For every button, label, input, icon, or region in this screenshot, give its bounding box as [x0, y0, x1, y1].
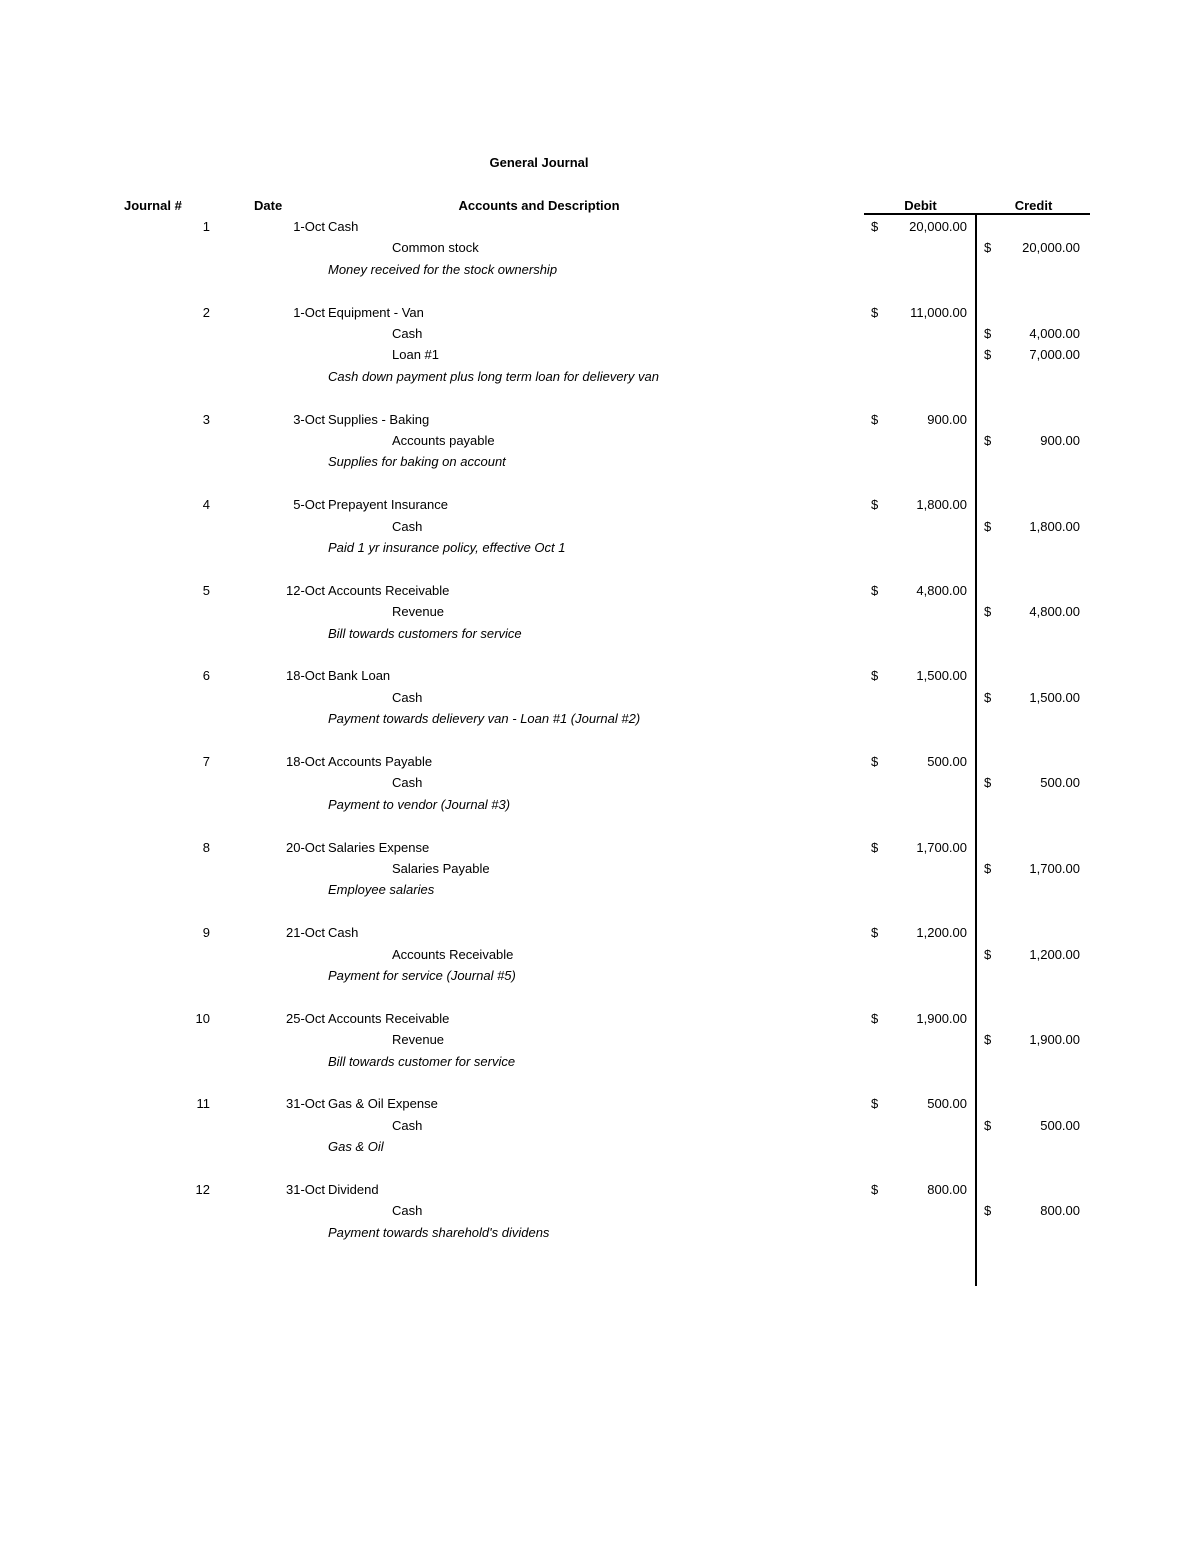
- credit-line: [0, 601, 1200, 622]
- credit-amount: 4,000.00: [1029, 325, 1080, 341]
- debit-line: [0, 216, 1200, 237]
- entry-description: Supplies for baking on account: [328, 454, 506, 470]
- debit-currency-symbol: $: [871, 411, 879, 427]
- entry-description: Bill towards customers for service: [328, 625, 522, 641]
- entry-description: Gas & Oil: [328, 1139, 384, 1155]
- debit-currency-symbol: $: [871, 753, 879, 769]
- debit-account: Cash: [328, 925, 359, 941]
- credit-account: Cash: [392, 1117, 423, 1133]
- credit-amount: 1,700.00: [1029, 860, 1080, 876]
- debit-amount: 800.00: [927, 1181, 967, 1197]
- credit-line: [0, 323, 1200, 344]
- debit-account: Cash: [328, 219, 359, 234]
- debit-amount: 11,000.00: [910, 304, 967, 320]
- credit-amount: 1,500.00: [1029, 689, 1080, 705]
- debit-currency-symbol: $: [871, 304, 879, 320]
- journal-number: 3: [202, 411, 210, 427]
- entry-date: 1-Oct: [293, 219, 325, 234]
- entry-description: Payment to vendor (Journal #3): [328, 796, 511, 812]
- credit-line: [0, 1115, 1200, 1136]
- debit-currency-symbol: $: [871, 1096, 879, 1112]
- debit-amount: 1,700.00: [916, 839, 967, 855]
- debit-line: [0, 409, 1200, 430]
- journal-entry: [0, 1008, 1200, 1094]
- entry-date: 31-Oct: [285, 1181, 325, 1197]
- journal-entry: [0, 1179, 1200, 1265]
- entry-date: 18-Oct: [285, 668, 325, 684]
- debit-line: [0, 1008, 1200, 1029]
- description-line: [0, 537, 1200, 558]
- debit-account: Accounts Receivable: [328, 582, 450, 598]
- credit-account: Cash: [392, 325, 423, 341]
- credit-currency-symbol: $: [984, 689, 992, 705]
- debit-line: [0, 494, 1200, 515]
- credit-amount: 900.00: [1040, 432, 1080, 448]
- journal-entry: [0, 665, 1200, 751]
- journal-number: 1: [202, 219, 210, 234]
- entry-date: 5-Oct: [293, 497, 325, 513]
- credit-amount: 500.00: [1040, 1117, 1080, 1133]
- debit-currency-symbol: $: [871, 1181, 879, 1197]
- journal-number: 7: [202, 753, 210, 769]
- column-header-journal: Journal #: [124, 198, 182, 213]
- credit-account: Cash: [392, 775, 423, 791]
- entry-description: Payment for service (Journal #5): [328, 967, 516, 983]
- credit-line: [0, 1200, 1200, 1221]
- journal-number: 9: [202, 925, 210, 941]
- debit-line: [0, 580, 1200, 601]
- credit-line: [0, 430, 1200, 451]
- debit-amount: 500.00: [927, 753, 967, 769]
- debit-line: [0, 1093, 1200, 1114]
- credit-account: Salaries Payable: [392, 860, 490, 876]
- entry-description: Bill towards customer for service: [328, 1053, 516, 1069]
- credit-account: Common stock: [392, 240, 479, 256]
- entry-date: 25-Oct: [285, 1010, 325, 1026]
- credit-currency-symbol: $: [984, 325, 992, 341]
- credit-currency-symbol: $: [984, 518, 992, 534]
- credit-currency-symbol: $: [984, 1032, 992, 1048]
- journal-entry: [0, 580, 1200, 666]
- description-line: [0, 366, 1200, 387]
- credit-amount: 1,800.00: [1029, 518, 1080, 534]
- debit-amount: 4,800.00: [916, 582, 967, 598]
- debit-amount: 1,900.00: [916, 1010, 967, 1026]
- journal-entry: [0, 751, 1200, 837]
- credit-currency-symbol: $: [984, 1203, 992, 1219]
- credit-account: Cash: [392, 689, 423, 705]
- debit-currency-symbol: $: [871, 497, 879, 513]
- debit-line: [0, 922, 1200, 943]
- debit-line: [0, 302, 1200, 323]
- credit-line: [0, 944, 1200, 965]
- entry-date: 31-Oct: [285, 1096, 325, 1112]
- debit-currency-symbol: $: [871, 925, 879, 941]
- description-line: [0, 1136, 1200, 1157]
- description-line: [0, 1051, 1200, 1072]
- column-header-accounts: Accounts and Description: [458, 198, 620, 213]
- debit-amount: 1,500.00: [916, 668, 967, 684]
- journal-entry: [0, 216, 1200, 302]
- description-line: [0, 965, 1200, 986]
- debit-currency-symbol: $: [871, 219, 879, 234]
- credit-currency-symbol: $: [984, 240, 992, 256]
- journal-entry: [0, 302, 1200, 409]
- credit-amount: 800.00: [1040, 1203, 1080, 1219]
- column-header-date: Date: [254, 198, 283, 213]
- debit-account: Accounts Receivable: [328, 1010, 450, 1026]
- credit-currency-symbol: $: [984, 860, 992, 876]
- credit-amount: 7,000.00: [1029, 347, 1080, 363]
- entry-description: Money received for the stock ownership: [328, 261, 558, 277]
- debit-account: Bank Loan: [328, 668, 391, 684]
- debit-currency-symbol: $: [871, 1010, 879, 1026]
- debit-currency-symbol: $: [871, 582, 879, 598]
- debit-currency-symbol: $: [871, 668, 879, 684]
- page-title: General Journal: [489, 155, 589, 170]
- journal-number: 2: [202, 304, 210, 320]
- description-line: [0, 879, 1200, 900]
- debit-account: Dividend: [328, 1181, 379, 1197]
- header-underline: [864, 213, 1090, 215]
- journal-entry: [0, 1093, 1200, 1179]
- column-header-debit: Debit: [904, 198, 937, 213]
- journal-entries: [0, 216, 1200, 1265]
- credit-currency-symbol: $: [984, 432, 992, 448]
- description-line: [0, 451, 1200, 472]
- journal-number: 6: [202, 668, 210, 684]
- credit-amount: 20,000.00: [1022, 240, 1080, 256]
- credit-account: Cash: [392, 518, 423, 534]
- journal-number: 12: [195, 1181, 210, 1197]
- credit-amount: 4,800.00: [1029, 604, 1080, 620]
- journal-entry: [0, 837, 1200, 923]
- debit-amount: 900.00: [927, 411, 967, 427]
- credit-amount: 1,200.00: [1029, 946, 1080, 962]
- entry-date: 21-Oct: [285, 925, 325, 941]
- credit-account: Accounts payable: [392, 432, 495, 448]
- debit-account: Equipment - Van: [328, 304, 424, 320]
- journal-entry: [0, 922, 1200, 1008]
- debit-amount: 1,800.00: [916, 497, 967, 513]
- credit-line: [0, 516, 1200, 537]
- description-line: [0, 623, 1200, 644]
- credit-line: [0, 772, 1200, 793]
- journal-entry: [0, 494, 1200, 580]
- debit-account: Salaries Expense: [328, 839, 430, 855]
- credit-account: Loan #1: [392, 347, 439, 363]
- entry-description: Payment towards delievery van - Loan #1 (Journal #2): [328, 711, 641, 727]
- entry-date: 1-Oct: [293, 304, 325, 320]
- credit-currency-symbol: $: [984, 1117, 992, 1133]
- journal-number: 5: [202, 582, 210, 598]
- description-line: [0, 1222, 1200, 1243]
- debit-amount: 500.00: [927, 1096, 967, 1112]
- journal-number: 11: [196, 1096, 210, 1112]
- credit-account: Cash: [392, 1203, 423, 1219]
- debit-amount: 20,000.00: [909, 219, 967, 234]
- debit-line: [0, 1179, 1200, 1200]
- credit-line: [0, 237, 1200, 258]
- debit-line: [0, 837, 1200, 858]
- journal-number: 10: [195, 1010, 210, 1026]
- credit-currency-symbol: $: [984, 775, 992, 791]
- credit-currency-symbol: $: [984, 946, 992, 962]
- credit-account: Revenue: [392, 1032, 445, 1048]
- credit-amount: 500.00: [1040, 775, 1080, 791]
- description-line: [0, 259, 1200, 280]
- credit-currency-symbol: $: [984, 604, 992, 620]
- credit-currency-symbol: $: [984, 347, 992, 363]
- credit-account: Revenue: [392, 604, 445, 620]
- debit-line: [0, 665, 1200, 686]
- debit-currency-symbol: $: [871, 839, 879, 855]
- description-line: [0, 794, 1200, 815]
- credit-line: [0, 1029, 1200, 1050]
- entry-description: Employee salaries: [328, 882, 435, 898]
- debit-line: [0, 751, 1200, 772]
- debit-account: Accounts Payable: [328, 753, 433, 769]
- entry-description: Payment towards sharehold's dividens: [328, 1224, 550, 1240]
- credit-line: [0, 344, 1200, 365]
- debit-account: Supplies - Baking: [328, 411, 430, 427]
- debit-account: Gas & Oil Expense: [328, 1096, 438, 1112]
- journal-number: 8: [202, 839, 210, 855]
- credit-line: [0, 687, 1200, 708]
- journal-entry: [0, 409, 1200, 495]
- description-line: [0, 708, 1200, 729]
- credit-account: Accounts Receivable: [392, 946, 514, 962]
- entry-date: 18-Oct: [285, 753, 325, 769]
- debit-amount: 1,200.00: [916, 925, 967, 941]
- credit-line: [0, 858, 1200, 879]
- entry-date: 3-Oct: [293, 411, 325, 427]
- entry-date: 12-Oct: [285, 582, 325, 598]
- entry-date: 20-Oct: [285, 839, 325, 855]
- credit-amount: 1,900.00: [1029, 1032, 1080, 1048]
- journal-number: 4: [202, 497, 210, 513]
- entry-description: Paid 1 yr insurance policy, effective Oct 1: [328, 539, 566, 555]
- entry-description: Cash down payment plus long term loan for delievery van: [328, 368, 659, 384]
- column-header-credit: Credit: [1014, 198, 1053, 213]
- debit-account: Prepayent Insurance: [328, 497, 448, 513]
